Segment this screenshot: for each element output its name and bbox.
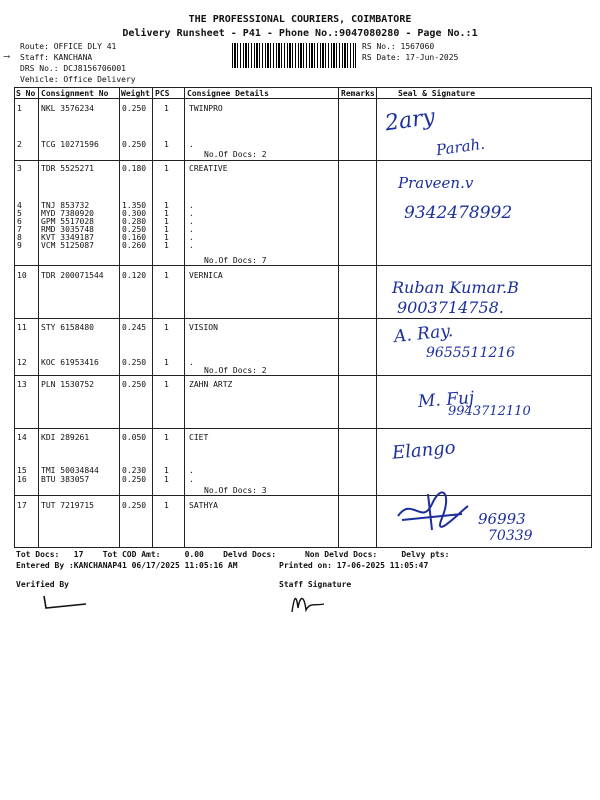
row-consignment-no: PLN 1530752	[41, 380, 94, 389]
row-consignee: SATHYA	[189, 501, 218, 510]
runsheet-subtitle: Delivery Runsheet - P41 - Phone No.:9047080280 - Page No.:1	[122, 28, 478, 39]
col-divider	[14, 87, 15, 547]
handwritten-signature: 2ary	[383, 104, 437, 137]
staff-signature-label: Staff Signature	[279, 580, 352, 589]
row-sno: 8	[17, 233, 22, 242]
row-sno: 16	[17, 475, 27, 484]
row-sno: 14	[17, 433, 27, 442]
row-weight: 0.250	[122, 501, 147, 510]
handwritten-signature: A. Ray.	[393, 320, 455, 348]
row-sno: 12	[17, 358, 27, 367]
row-pcs: 1	[164, 217, 169, 226]
row-consignee: .	[189, 209, 194, 218]
docs-count: No.Of Docs: 7	[204, 256, 267, 265]
totals-line: Tot Docs: 17 Tot COD Amt: 0.00 Delvd Docs: Non Delvd Docs: Delvy pts:	[16, 550, 450, 559]
row-sno: 13	[17, 380, 27, 389]
col-header-weight: Weight	[121, 89, 150, 98]
docs-count: No.Of Docs: 2	[204, 150, 267, 159]
row-weight: 0.160	[122, 233, 147, 242]
row-divider	[14, 375, 592, 376]
staff-label: Staff: KANCHANA	[20, 53, 93, 62]
table-top-border	[14, 87, 592, 88]
row-weight: 0.260	[122, 241, 147, 250]
table-header-border	[14, 98, 592, 99]
row-consignment-no: KVT 3349187	[41, 233, 94, 242]
row-pcs: 1	[164, 358, 169, 367]
staff-signature	[288, 588, 328, 616]
row-consignee: .	[189, 475, 194, 484]
col-header-consignment: Consignment No	[41, 89, 109, 98]
row-pcs: 1	[164, 233, 169, 242]
handwritten-signature: Elango	[391, 437, 457, 464]
handwritten-signature: M. Fuj	[417, 388, 475, 412]
row-consignee: .	[189, 241, 194, 250]
row-divider	[14, 265, 592, 266]
row-weight: 0.300	[122, 209, 147, 218]
row-consignment-no: TNJ 853732	[41, 201, 90, 210]
row-weight: 0.180	[122, 164, 147, 173]
row-pcs: 1	[164, 209, 169, 218]
row-consignment-no: TDR 5525271	[41, 164, 94, 173]
row-consignment-no: TDR 200071544	[41, 271, 104, 280]
row-weight: 0.280	[122, 217, 147, 226]
col-header-sno: S No	[16, 89, 36, 98]
row-consignee: .	[189, 140, 194, 149]
col-header-consignee: Consignee Details	[187, 89, 269, 98]
row-consignment-no: NKL 3576234	[41, 104, 94, 113]
row-weight: 0.250	[122, 140, 147, 149]
docs-count: No.Of Docs: 3	[204, 486, 267, 495]
drs-number: DRS No.: DCJ8156706001	[20, 64, 126, 73]
verifier-signature	[40, 592, 90, 614]
row-pcs: 1	[164, 501, 169, 510]
col-divider	[376, 87, 377, 547]
row-consignment-no: RMD 3035748	[41, 225, 94, 234]
handwritten-phone: 96993	[478, 510, 526, 528]
row-consignment-no: KOC 61953416	[41, 358, 99, 367]
row-consignee: CREATIVE	[189, 164, 228, 173]
row-consignment-no: BTU 383057	[41, 475, 90, 484]
row-sno: 2	[17, 140, 22, 149]
col-divider	[119, 87, 120, 547]
col-divider	[591, 87, 592, 547]
row-consignment-no: STY 6158480	[41, 323, 94, 332]
row-pcs: 1	[164, 241, 169, 250]
rs-date: RS Date: 17-Jun-2025	[362, 53, 459, 62]
row-consignee: .	[189, 233, 194, 242]
row-consignment-no: GPM 5517028	[41, 217, 94, 226]
handwritten-name: Praveen.v	[398, 174, 474, 192]
company-title: THE PROFESSIONAL COURIERS, COIMBATORE	[188, 14, 412, 25]
col-header-seal: Seal & Signature	[398, 89, 476, 98]
col-header-remarks: Remarks	[341, 89, 375, 98]
row-consignee: VERNICA	[189, 271, 223, 280]
row-consignment-no: KDI 289261	[41, 433, 90, 442]
row-consignee: TWINPRO	[189, 104, 223, 113]
row-divider	[14, 495, 592, 496]
row-consignee: .	[189, 201, 194, 210]
rs-number: RS No.: 1567060	[362, 42, 435, 51]
row-pcs: 1	[164, 104, 169, 113]
row-consignment-no: TMI 50034844	[41, 466, 99, 475]
row-sno: 15	[17, 466, 27, 475]
docs-count: No.Of Docs: 2	[204, 366, 267, 375]
row-weight: 0.250	[122, 104, 147, 113]
row-weight: 0.230	[122, 466, 147, 475]
barcode	[232, 43, 356, 68]
row-pcs: 1	[164, 380, 169, 389]
scribbled-signature	[392, 486, 472, 536]
row-sno: 3	[17, 164, 22, 173]
row-consignee: .	[189, 225, 194, 234]
col-header-pcs: PCS	[155, 89, 170, 98]
row-consignment-no: VCM 5125087	[41, 241, 94, 250]
row-consignee: CIET	[189, 433, 209, 442]
row-weight: 0.250	[122, 475, 147, 484]
row-divider	[14, 160, 592, 161]
row-divider	[14, 318, 592, 319]
row-sno: 7	[17, 225, 22, 234]
row-sno: 9	[17, 241, 22, 250]
row-weight: 1.350	[122, 201, 147, 210]
row-weight: 0.250	[122, 225, 147, 234]
row-pcs: 1	[164, 433, 169, 442]
row-pcs: 1	[164, 271, 169, 280]
handwritten-phone: 9003714758.	[397, 298, 504, 317]
handwritten-signature: Parah.	[434, 134, 486, 160]
row-sno: 6	[17, 217, 22, 226]
handwritten-phone: 70339	[488, 528, 533, 544]
handwritten-arrow-mark: ⟶	[4, 52, 10, 62]
table-bottom-border	[14, 547, 592, 548]
handwritten-phone: 9342478992	[404, 203, 513, 223]
row-sno: 11	[17, 323, 27, 332]
row-pcs: 1	[164, 475, 169, 484]
row-consignment-no: MYD 7380920	[41, 209, 94, 218]
row-sno: 1	[17, 104, 22, 113]
handwritten-phone: 9655511216	[426, 345, 516, 361]
verified-by-label: Verified By	[16, 580, 69, 589]
row-sno: 17	[17, 501, 27, 510]
row-consignee: .	[189, 358, 194, 367]
printed-on: Printed on: 17-06-2025 11:05:47	[279, 561, 429, 570]
row-sno: 4	[17, 201, 22, 210]
row-consignee: VISION	[189, 323, 218, 332]
row-weight: 0.120	[122, 271, 147, 280]
row-divider	[14, 428, 592, 429]
row-pcs: 1	[164, 323, 169, 332]
row-weight: 0.250	[122, 358, 147, 367]
row-pcs: 1	[164, 140, 169, 149]
entered-by: Entered By :KANCHANAP41 06/17/2025 11:05:16 AM	[16, 561, 238, 570]
row-pcs: 1	[164, 466, 169, 475]
col-divider	[152, 87, 153, 547]
vehicle-label: Vehicle: Office Delivery	[20, 75, 136, 84]
row-weight: 0.250	[122, 380, 147, 389]
col-divider	[338, 87, 339, 547]
row-pcs: 1	[164, 201, 169, 210]
col-divider	[184, 87, 185, 547]
row-consignee: ZAHN ARTZ	[189, 380, 233, 389]
row-weight: 0.050	[122, 433, 147, 442]
row-pcs: 1	[164, 164, 169, 173]
row-consignee: .	[189, 466, 194, 475]
route-label: Route: OFFICE DLY 41	[20, 42, 117, 51]
row-consignment-no: TUT 7219715	[41, 501, 94, 510]
row-sno: 10	[17, 271, 27, 280]
row-sno: 5	[17, 209, 22, 218]
handwritten-phone: 9943712110	[448, 404, 531, 419]
row-pcs: 1	[164, 225, 169, 234]
col-divider	[38, 87, 39, 547]
row-consignee: .	[189, 217, 194, 226]
handwritten-name: Ruban Kumar.B	[392, 278, 519, 297]
row-consignment-no: TCG 10271596	[41, 140, 99, 149]
row-weight: 0.245	[122, 323, 147, 332]
